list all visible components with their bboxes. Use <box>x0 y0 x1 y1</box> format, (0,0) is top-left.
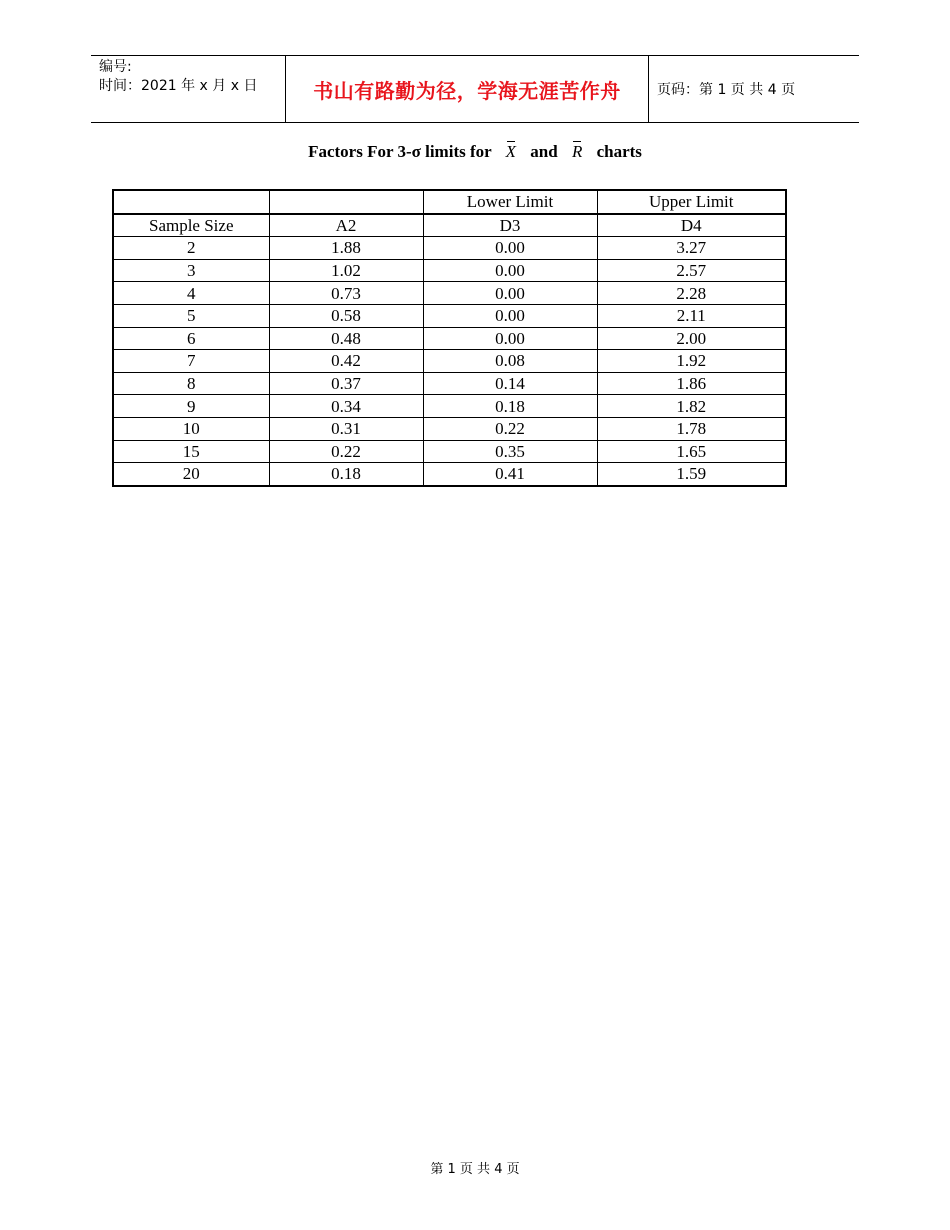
table-cell: 1.65 <box>597 440 786 463</box>
table-cell: 15 <box>113 440 269 463</box>
table-cell: 3.27 <box>597 237 786 260</box>
table-cell: 0.58 <box>269 304 423 327</box>
table-cell: 0.37 <box>269 372 423 395</box>
table-title <box>0 142 950 162</box>
table-cell: 0.42 <box>269 350 423 373</box>
table-cell: 2.11 <box>597 304 786 327</box>
table-cell: 1.59 <box>597 463 786 486</box>
header-info-cell <box>91 56 286 122</box>
group-header-cell: Upper Limit <box>597 190 786 214</box>
table-cell: 0.48 <box>269 327 423 350</box>
document-header <box>91 55 859 123</box>
r-bar-symbol: R <box>571 142 583 161</box>
table-row <box>113 282 786 305</box>
table-cell: 0.00 <box>423 259 597 282</box>
table-cell: 0.31 <box>269 417 423 440</box>
table-cell: 0.35 <box>423 440 597 463</box>
column-header-cell: Sample Size <box>113 214 269 237</box>
header-page-cell <box>649 56 859 122</box>
table-cell: 6 <box>113 327 269 350</box>
table-cell: 1.02 <box>269 259 423 282</box>
table-cell: 0.00 <box>423 304 597 327</box>
table-cell: 20 <box>113 463 269 486</box>
title-prefix: Factors For 3-σ limits for <box>308 142 492 161</box>
column-header-cell: D3 <box>423 214 597 237</box>
table-cell: 1.88 <box>269 237 423 260</box>
table-cell: 2 <box>113 237 269 260</box>
page-footer <box>0 1158 950 1177</box>
table-cell: 1.92 <box>597 350 786 373</box>
table-cell: 0.34 <box>269 395 423 418</box>
column-header-row <box>113 214 786 237</box>
table-cell: 8 <box>113 372 269 395</box>
table-cell: 0.22 <box>423 417 597 440</box>
table-cell: 1.86 <box>597 372 786 395</box>
table-row <box>113 417 786 440</box>
control-chart-factors-table <box>112 189 787 487</box>
table-row <box>113 304 786 327</box>
table-row <box>113 395 786 418</box>
table-cell: 0.18 <box>423 395 597 418</box>
table-cell: 0.00 <box>423 327 597 350</box>
table-row <box>113 440 786 463</box>
table-row <box>113 327 786 350</box>
group-header-cell: Lower Limit <box>423 190 597 214</box>
header-page-number: 页码：第 1 页 共 4 页 <box>657 82 796 98</box>
table-cell: 0.00 <box>423 282 597 305</box>
doc-number-label: 编号: <box>99 59 132 75</box>
table-row <box>113 259 786 282</box>
table-row <box>113 463 786 486</box>
table-cell: 7 <box>113 350 269 373</box>
table-cell: 0.08 <box>423 350 597 373</box>
table-row <box>113 237 786 260</box>
table-cell: 10 <box>113 417 269 440</box>
header-motto-cell <box>286 56 649 122</box>
group-header-cell <box>269 190 423 214</box>
table-cell: 3 <box>113 259 269 282</box>
x-bar-symbol: X <box>505 142 517 161</box>
table-cell: 1.82 <box>597 395 786 418</box>
table-cell: 0.73 <box>269 282 423 305</box>
table-cell: 0.41 <box>423 463 597 486</box>
footer-page-number: 第 1 页 共 4 页 <box>430 1162 520 1177</box>
table-cell: 0.18 <box>269 463 423 486</box>
title-middle: and <box>530 142 558 161</box>
title-suffix: charts <box>596 142 642 161</box>
column-header-cell: A2 <box>269 214 423 237</box>
table-cell: 9 <box>113 395 269 418</box>
table-row <box>113 372 786 395</box>
doc-time-label: 时间：2021 年 x 月 x 日 <box>99 78 258 94</box>
group-header-cell <box>113 190 269 214</box>
table-cell: 5 <box>113 304 269 327</box>
table-row <box>113 350 786 373</box>
table-cell: 2.00 <box>597 327 786 350</box>
header-motto: 书山有路勤为径，学海无涯苦作舟 <box>313 78 621 103</box>
table-cell: 0.22 <box>269 440 423 463</box>
table-cell: 4 <box>113 282 269 305</box>
table-cell: 0.14 <box>423 372 597 395</box>
table-cell: 0.00 <box>423 237 597 260</box>
group-header-row <box>113 190 786 214</box>
table-cell: 2.57 <box>597 259 786 282</box>
column-header-cell: D4 <box>597 214 786 237</box>
table-cell: 1.78 <box>597 417 786 440</box>
table-cell: 2.28 <box>597 282 786 305</box>
